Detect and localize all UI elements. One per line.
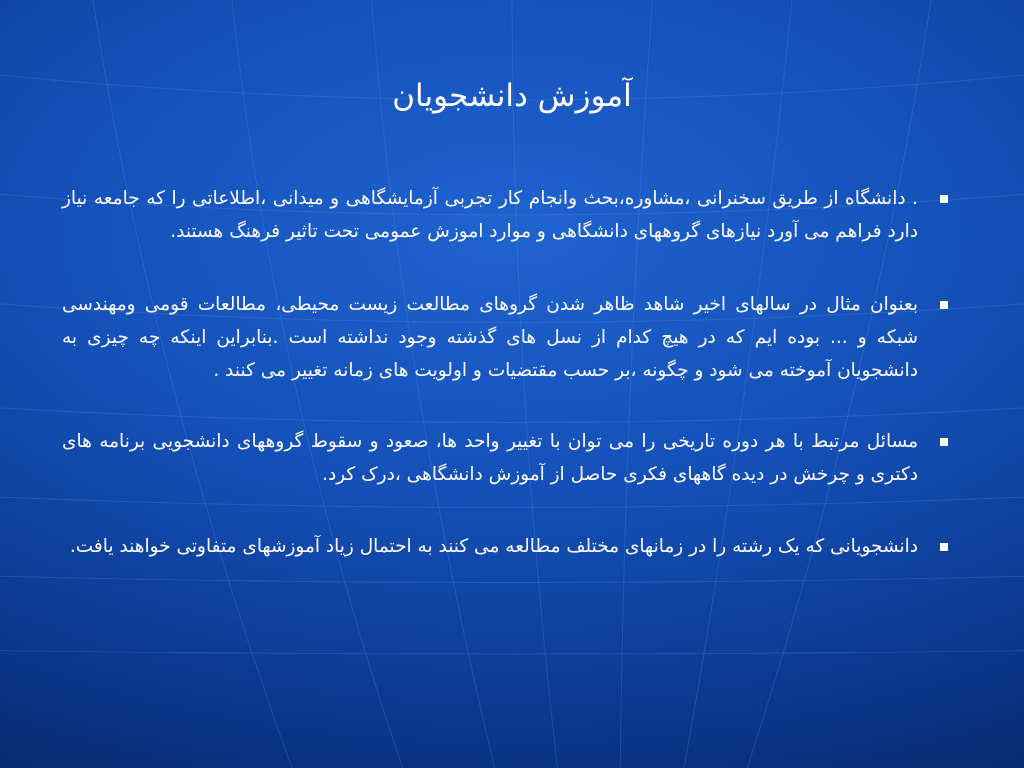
- bullet-list: [62, 182, 960, 603]
- bullet-text: دانشجویانی که یک رشته را در زمانهای مختلف مطالعه می کنند به احتمال زیاد آموزشهای متفاوتی خواهند یافت.: [69, 536, 918, 557]
- bullet-text: مسائل مرتبط با هر دوره تاریخی را می توان با تغییر واحد ها، صعود و سقوط گروههای دانشجویی برنامه های دکتری و چرخش در دیده گاههای فکری حاصل از آموزش دانشگاهی ،درک کرد.: [62, 431, 918, 485]
- bullet-item: [62, 182, 960, 248]
- bullet-text: بعنوان مثال در سالهای اخیر شاهد ظاهر شدن گروهای مطالعت زیست محیطی، مطالعات قومی ومهندسی شبکه و ... بوده ایم که در هیچ کدام از نسل های گذشته وجود نداشته است .بنابراین اینکه چه چیزی به دانشجویان آموخته می شود و چگونه ،بر حسب مقتضیات و اولویت های زمانه تغییر می کنند .: [62, 294, 918, 381]
- square-bullet-icon: [940, 438, 948, 446]
- bullet-item: [62, 288, 960, 387]
- bullet-text: . دانشگاه از طریق سخنرانی ،مشاوره،بحث وانجام کار تجربی آزمایشگاهی و میدانی ،اطلاعاتی را که جامعه نیاز دارد فراهم می آورد نیازهای گروههای دانشگاهی و موارد اموزش عمومی تحت تاثیر فرهنگ هستند.: [62, 188, 918, 242]
- square-bullet-icon: [940, 195, 948, 203]
- square-bullet-icon: [940, 301, 948, 309]
- bullet-item: [62, 425, 960, 491]
- bullet-item: [62, 530, 960, 563]
- slide-title: آموزش دانشجویان: [392, 78, 632, 114]
- square-bullet-icon: [940, 543, 948, 551]
